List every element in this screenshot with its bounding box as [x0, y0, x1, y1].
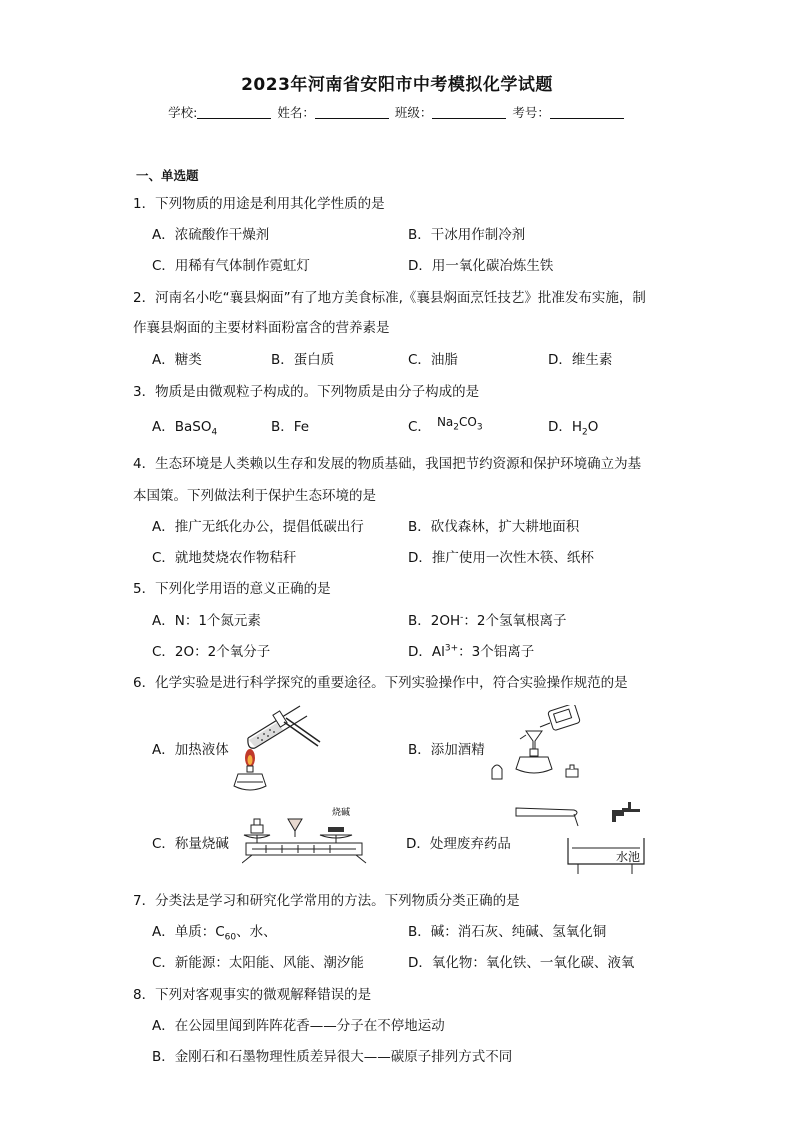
question-7-stem: 7．分类法是学习和研究化学常用的方法。下列物质分类正确的是: [133, 893, 520, 909]
heating-liquid-figure: [228, 700, 328, 800]
adding-alcohol-figure: [488, 705, 588, 790]
school-label: 学校:: [168, 105, 198, 120]
q4-option-d[interactable]: D．推广使用一次性木筷、纸杯: [408, 550, 594, 566]
q5-option-c[interactable]: C．2O：2个氧分子: [152, 644, 271, 660]
q3-option-d[interactable]: [548, 415, 598, 438]
q1-option-d[interactable]: D．用一氧化碳冶炼生铁: [408, 258, 554, 274]
q3-c-sub2: 3: [476, 422, 483, 433]
q7-option-b[interactable]: B．碱：消石灰、纯碱、氢氧化铜: [408, 924, 607, 940]
question-4-stem-line1: 4．生态环境是人类赖以生存和发展的物质基础，我国把节约资源和保护环境确立为基: [133, 456, 642, 472]
question-5-stem: 5．下列化学用语的意义正确的是: [133, 581, 331, 597]
q3-option-b[interactable]: B．Fe: [271, 419, 310, 435]
school-blank[interactable]: [197, 106, 271, 119]
q5-b-sup: -: [460, 612, 464, 623]
funnel-icon: [520, 731, 542, 749]
question-1-stem: 1．下列物质的用途是利用其化学性质的是: [133, 196, 385, 212]
q4-option-a[interactable]: A．推广无纸化办公，提倡低碳出行: [152, 519, 364, 535]
q2-option-a[interactable]: A．糖类: [152, 352, 202, 368]
q7-option-a[interactable]: [152, 920, 277, 943]
exam-no-blank[interactable]: [550, 106, 624, 119]
q2-option-d[interactable]: D．维生素: [548, 352, 613, 368]
q7-a-rest: 、水、: [236, 924, 277, 940]
question-4-stem-line2: 本国策。下列做法利于保护生态环境的是: [133, 488, 376, 504]
q1-option-c[interactable]: C．用稀有气体制作霓虹灯: [152, 258, 310, 274]
exam-no-label: 考号：: [512, 105, 550, 120]
q3-c-sub1: 2: [453, 422, 460, 433]
balance-icon: [242, 819, 366, 863]
q5-option-a[interactable]: A．N：1个氮元素: [152, 613, 261, 629]
question-2-stem-line2: 作襄县焖面的主要材料面粉富含的营养素是: [133, 320, 390, 336]
name-blank[interactable]: [315, 106, 389, 119]
q3-option-a-text: A．BaSO: [152, 419, 212, 435]
q3-d-h: D．H: [548, 419, 583, 435]
q5-b-meaning: ：2个氢氧根离子: [463, 613, 567, 629]
q4-option-b[interactable]: B．砍伐森林，扩大耕地面积: [408, 519, 580, 535]
class-blank[interactable]: [432, 106, 506, 119]
q2-option-b[interactable]: B．蛋白质: [271, 352, 335, 368]
q3-option-a-sub: 4: [211, 427, 218, 438]
q6-option-a[interactable]: A．加热液体: [152, 742, 229, 758]
reagent-bottle-icon: [540, 705, 580, 731]
sink-label: 水池: [616, 850, 641, 864]
q3-option-c-label: C．: [408, 419, 431, 435]
q1-option-a[interactable]: A．浓硫酸作干燥剂: [152, 227, 270, 243]
q6-option-b[interactable]: B．添加酒精: [408, 742, 485, 758]
q7-a-text: A．单质：C: [152, 924, 225, 940]
q7-option-c[interactable]: C．新能源：太阳能、风能、潮汐能: [152, 955, 364, 971]
page-title: 2023年河南省安阳市中考模拟化学试题: [241, 75, 553, 95]
q4-option-c[interactable]: C．就地焚烧农作物秸秆: [152, 550, 297, 566]
alcohol-lamp-icon: [516, 749, 552, 773]
q5-option-b[interactable]: [408, 609, 566, 629]
q6-option-c[interactable]: C．称量烧碱: [152, 836, 229, 852]
question-6-stem: 6．化学实验是进行科学探究的重要途径。下列实验操作中，符合实验操作规范的是: [133, 675, 628, 691]
q8-option-b[interactable]: B．金刚石和石墨物理性质差异很大——碳原子排列方式不同: [152, 1049, 513, 1065]
question-2-stem-line1: 2．河南名小吃“襄县焖面”有了地方美食标准,《襄县焖面烹饪技艺》批准发布实施，制: [133, 290, 646, 306]
q5-b-text: B．2OH: [408, 613, 461, 629]
sink-figure: [512, 800, 654, 880]
q5-d-text: D．Al: [408, 644, 445, 660]
q6-option-d[interactable]: D．处理废弃药品: [406, 836, 511, 852]
flame-icon: [245, 749, 255, 767]
question-3-stem: 3．物质是由微观粒子构成的。下列物质是由分子构成的是: [133, 384, 480, 400]
q3-d-o: O: [587, 419, 599, 435]
caustic-soda-label: 烧碱: [332, 808, 351, 818]
q3-c-co: CO: [459, 415, 477, 429]
q3-d-sub: 2: [582, 427, 588, 438]
faucet-icon: [612, 802, 640, 822]
section-heading: 一、单选题: [136, 168, 199, 183]
student-info-line: [0, 103, 794, 121]
q3-option-c[interactable]: [408, 415, 483, 437]
q8-option-a[interactable]: A．在公园里闻到阵阵花香——分子在不停地运动: [152, 1018, 445, 1034]
q7-option-d[interactable]: D．氧化物：氧化铁、一氧化碳、液氧: [408, 955, 635, 971]
q3-option-a[interactable]: [152, 415, 217, 438]
balance-figure: [242, 805, 372, 867]
name-label: 姓名：: [277, 105, 315, 120]
q2-option-c[interactable]: C．油脂: [408, 352, 458, 368]
q3-option-c-formula: [436, 415, 483, 433]
q5-d-meaning: ：3个铝离子: [458, 644, 535, 660]
question-8-stem: 8．下列对客观事实的微观解释错误的是: [133, 987, 372, 1003]
class-label: 班级：: [394, 105, 433, 120]
q5-d-sup: 3+: [444, 643, 459, 654]
q5-option-d[interactable]: [408, 640, 534, 660]
q3-c-na: Na: [436, 415, 454, 429]
alcohol-lamp-icon: [234, 766, 266, 790]
q1-option-b[interactable]: B．干冰用作制冷剂: [408, 227, 526, 243]
test-tube-icon: [516, 808, 578, 826]
q7-a-sub: 60: [224, 932, 237, 943]
